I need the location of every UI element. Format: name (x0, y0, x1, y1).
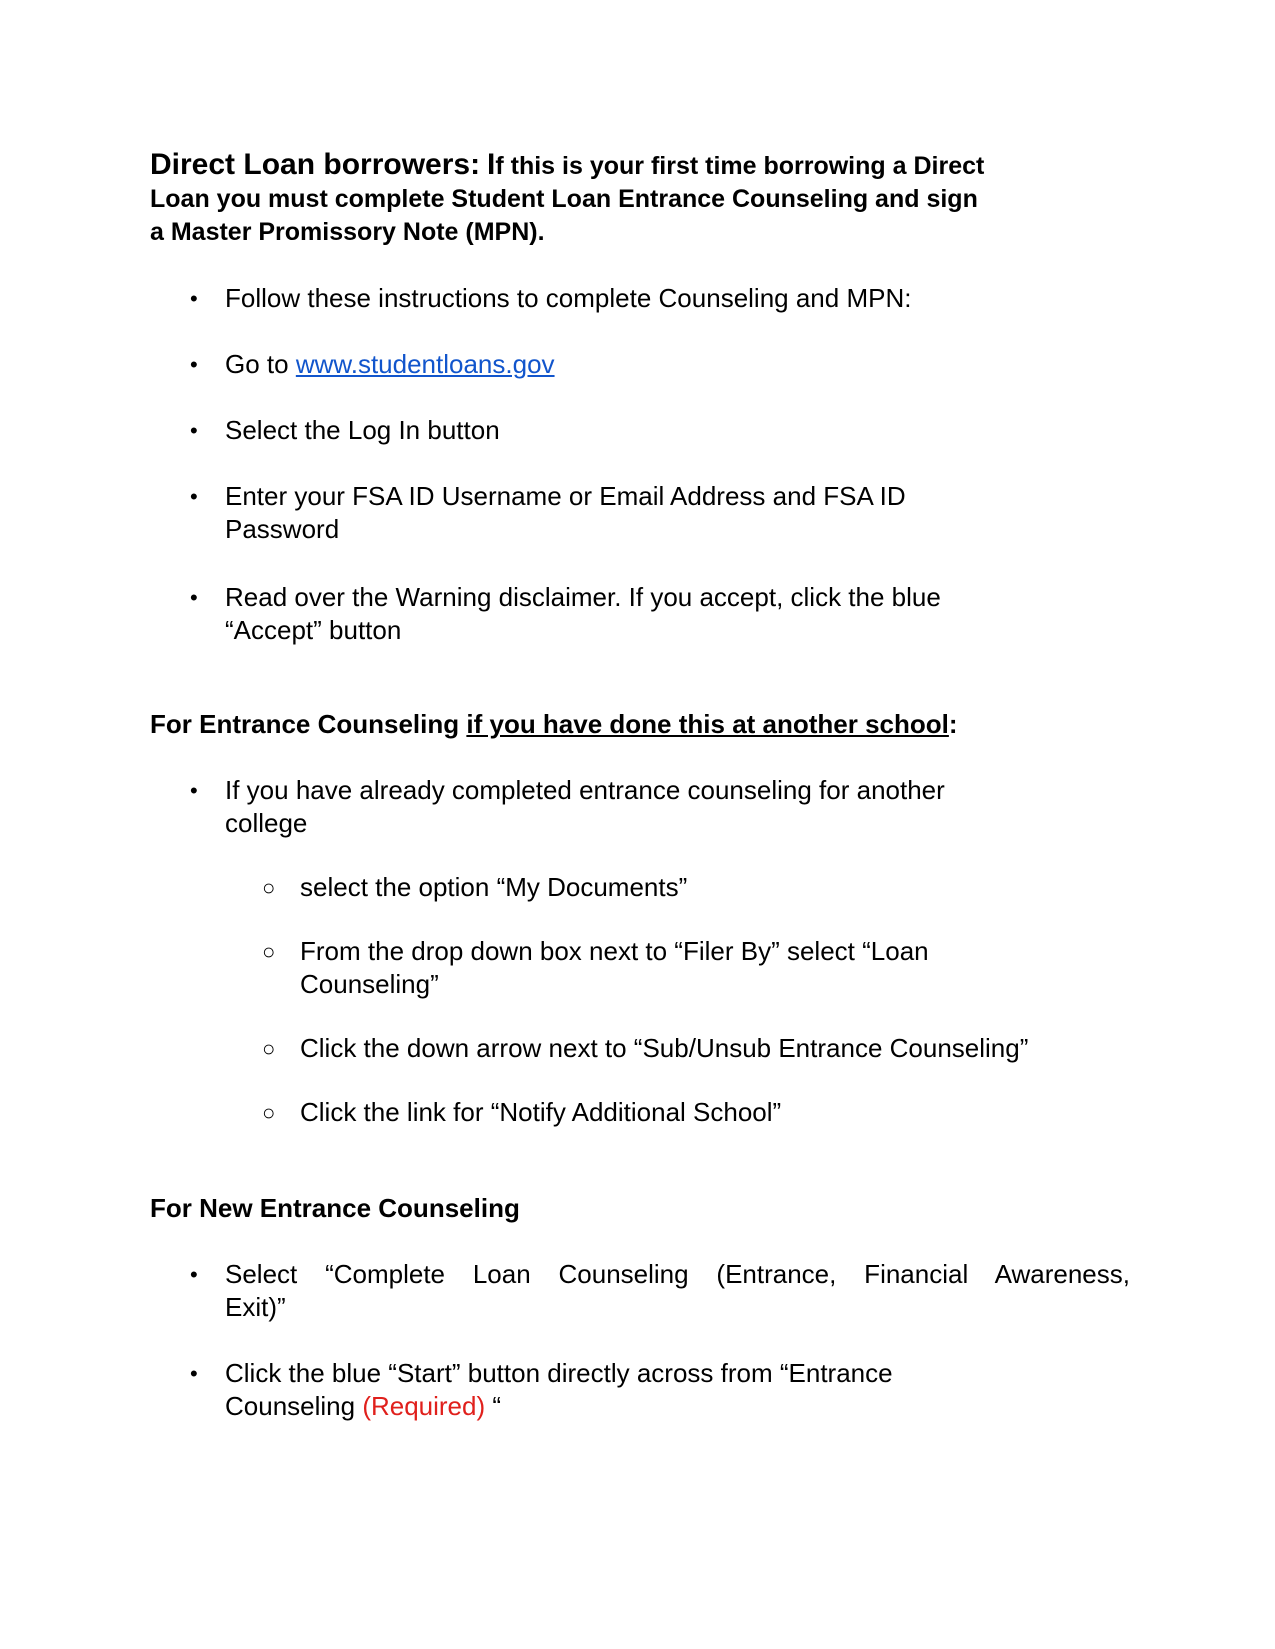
section-heading-new: For New Entrance Counseling (150, 1193, 520, 1223)
intro-line2: Loan you must complete Student Loan Entrance Counseling and sign (150, 185, 978, 213)
bullet-icon: • (190, 1361, 198, 1386)
circle-bullet-icon: ○ (262, 1100, 276, 1125)
sub-list-item (150, 1096, 1130, 1129)
section-heading-plain: For Entrance Counseling (150, 709, 467, 739)
studentloans-link[interactable]: www.studentloans.gov (295, 349, 555, 379)
bullet-text: Select “Complete Loan Counseling (Entrance, Financial Awareness, (225, 1259, 1130, 1289)
bullet-text-cont: Counseling (225, 1391, 363, 1421)
list-item (150, 1258, 1130, 1324)
circle-bullet-icon: ○ (262, 939, 276, 964)
step-text: Go to (225, 349, 296, 379)
step-text-cont: Password (225, 514, 340, 544)
list-item (150, 774, 1130, 840)
bullet-text-cont: college (225, 808, 308, 838)
bullet-icon: • (190, 778, 198, 803)
new-counseling-list (150, 1258, 1130, 1423)
step-text: Read over the Warning disclaimer. If you accept, click the blue (225, 582, 941, 612)
sub-text: Click the down arrow next to “Sub/Unsub Entrance Counseling” (300, 1033, 1029, 1063)
intro-initial: I (487, 148, 496, 181)
bullet-icon: • (190, 286, 198, 311)
intro-line1: f this is your first time borrowing a Direct (495, 152, 985, 180)
list-item (150, 282, 1130, 315)
sub-list-item (150, 1032, 1130, 1065)
section-heading-other-school (150, 708, 1130, 741)
other-school-sublist (150, 871, 1130, 1129)
bullet-icon: • (190, 484, 198, 509)
sub-text: Click the link for “Notify Additional School” (300, 1097, 782, 1127)
sub-text: select the option “My Documents” (300, 872, 688, 902)
bullet-text-cont: Exit)” (225, 1292, 286, 1322)
other-school-list (150, 774, 1130, 840)
intro-heading (150, 148, 1130, 249)
circle-bullet-icon: ○ (262, 875, 276, 900)
steps-list (150, 282, 1130, 647)
section-heading-underlined: if you have done this at another school (466, 709, 949, 739)
list-item (150, 348, 1130, 381)
bullet-icon: • (190, 1262, 198, 1287)
sub-list-item (150, 935, 1130, 1001)
step-text: Enter your FSA ID Username or Email Address and FSA ID (225, 481, 906, 511)
sub-text-cont: Counseling” (300, 969, 439, 999)
bullet-text: If you have already completed entrance counseling for another (225, 775, 945, 805)
step-text-cont: “Accept” button (225, 615, 402, 645)
bullet-icon: • (190, 352, 198, 377)
step-text: Follow these instructions to complete Counseling and MPN: (225, 283, 912, 313)
sub-list-item (150, 871, 1130, 904)
circle-bullet-icon: ○ (262, 1036, 276, 1061)
required-label: (Required) (362, 1391, 486, 1421)
document-page (150, 148, 1130, 1423)
bullet-text-end: “ (485, 1391, 502, 1421)
intro-lead: Direct Loan borrowers: (150, 148, 481, 181)
bullet-icon: • (190, 585, 198, 610)
list-item (150, 480, 1130, 546)
sub-text: From the drop down box next to “Filer By” select “Loan (300, 936, 929, 966)
bullet-text: Click the blue “Start” button directly across from “Entrance (225, 1358, 893, 1388)
section-heading-colon: : (948, 709, 958, 739)
intro-line3: a Master Promissory Note (MPN). (150, 218, 545, 246)
list-item (150, 581, 1130, 647)
bullet-icon: • (190, 418, 198, 443)
list-item (150, 414, 1130, 447)
list-item (150, 1357, 1130, 1423)
step-text: Select the Log In button (225, 415, 500, 445)
